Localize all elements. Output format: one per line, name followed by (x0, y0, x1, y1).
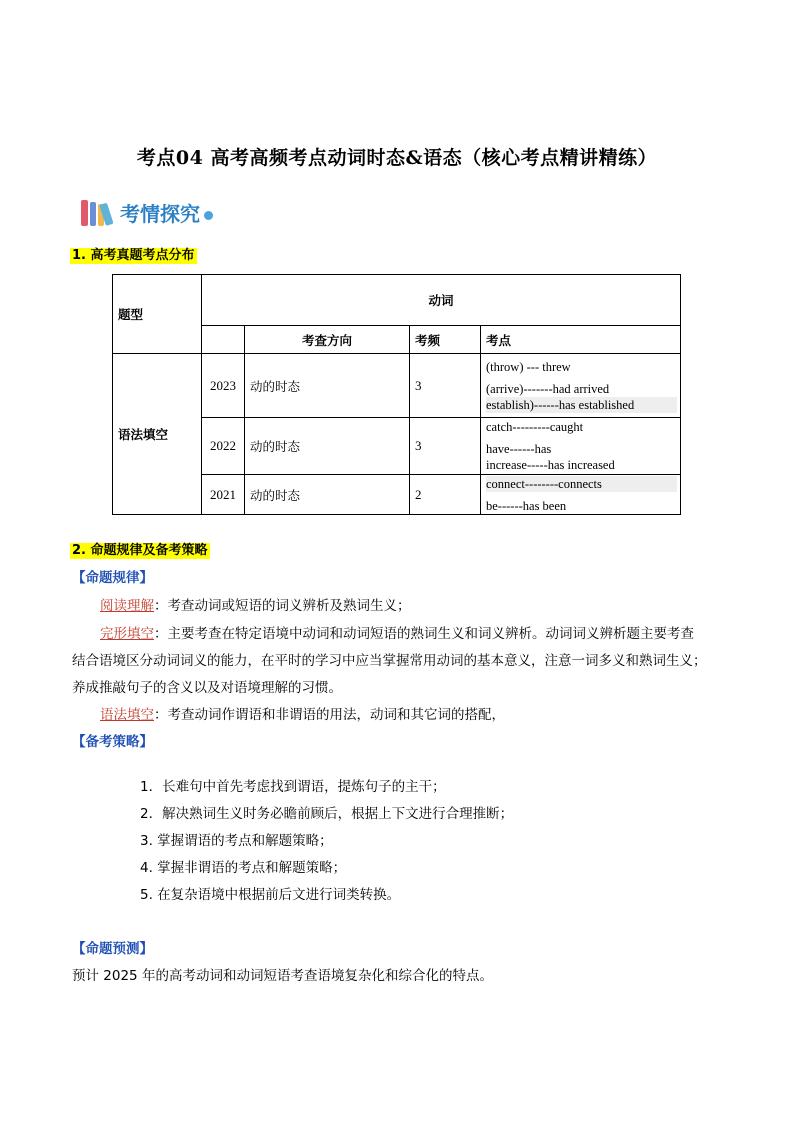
freq-cell: 2 (410, 475, 481, 515)
grammar-text: ：考查动词作谓语和非谓语的用法，动词和其它词的搭配， (154, 707, 505, 723)
banner-title: 考情探究 (120, 201, 200, 226)
rule-label: 【命题规律】 (72, 570, 153, 586)
points-cell (481, 475, 681, 515)
direction-cell: 动的时态 (245, 475, 410, 515)
reading-text: ：考查动词或短语的词义辨析及熟词生义； (154, 598, 411, 614)
points-cell (481, 418, 681, 475)
row-type-cell: 语法填空 (113, 354, 202, 515)
point-line: (arrive)-------had arrived (486, 381, 610, 396)
strategy-label: 【备考策略】 (72, 734, 153, 750)
strategy-item: 3. 掌握谓语的考点和解题策略； (140, 833, 333, 849)
cloze-line-2: 结合语境区分动词词义的能力，在平时的学习中应当掌握常用动词的基本意义，注意一词多义和熟词生义； (72, 653, 707, 669)
forecast-label: 【命题预测】 (72, 941, 153, 957)
point-line: be------has been (486, 498, 567, 513)
point-line: increase-----has increased (486, 458, 615, 472)
exam-points-table (112, 274, 681, 515)
section-banner (80, 195, 213, 229)
cloze-text: ：主要考查在特定语境中动词和动词短语的熟词生义和词义辨析。动词词义辨析题主要考查 (154, 626, 694, 642)
strategy-item: 4. 掌握非谓语的考点和解题策略； (140, 860, 347, 876)
sub-header-direction: 考查方向 (245, 326, 410, 354)
cloze-line-3: 养成推敲句子的含义以及对语境理解的习惯。 (72, 680, 342, 696)
point-line: connect--------connects (486, 476, 677, 492)
grammar-term: 语法填空 (100, 707, 154, 723)
sub-header-freq: 考频 (410, 326, 481, 354)
freq-cell: 3 (410, 418, 481, 475)
direction-cell: 动的时态 (245, 418, 410, 475)
page-title: 考点04 高考高频考点动词时态&语态（核心考点精讲精练） (136, 147, 658, 169)
points-cell (481, 354, 681, 418)
grammar-line (100, 706, 505, 724)
reading-term: 阅读理解 (100, 598, 154, 614)
point-line: establish)------has established (486, 397, 677, 413)
direction-cell: 动的时态 (245, 354, 410, 418)
cloze-term: 完形填空 (100, 626, 154, 642)
section2-heading: 2. 命题规律及备考策略 (72, 543, 208, 558)
point-line: have------has (486, 442, 552, 456)
sub-header-points: 考点 (481, 326, 681, 354)
forecast-text: 预计 2025 年的高考动词和动词短语考查语境复杂化和综合化的特点。 (72, 968, 493, 984)
col-type-header: 题型 (113, 275, 202, 354)
strategy-item: 5. 在复杂语境中根据前后文进行词类转换。 (140, 887, 401, 903)
reading-line (100, 597, 411, 615)
point-line: catch---------caught (486, 420, 584, 434)
dot-icon (204, 211, 213, 220)
year-cell: 2023 (202, 354, 245, 418)
year-cell: 2021 (202, 475, 245, 515)
freq-cell: 3 (410, 354, 481, 418)
point-line: (throw) --- threw (486, 359, 571, 374)
year-cell: 2022 (202, 418, 245, 475)
col-verb-header: 动词 (202, 275, 681, 326)
books-icon (80, 196, 120, 228)
table-row (113, 354, 681, 418)
strategy-item: 2．解决熟词生义时务必瞻前顾后，根据上下文进行合理推断； (140, 806, 514, 822)
section1-heading: 1. 高考真题考点分布 (72, 248, 195, 263)
cloze-line (100, 625, 694, 643)
strategy-item: 1．长难句中首先考虑找到谓语，提炼句子的主干； (140, 779, 446, 795)
sub-header-empty (202, 326, 245, 354)
